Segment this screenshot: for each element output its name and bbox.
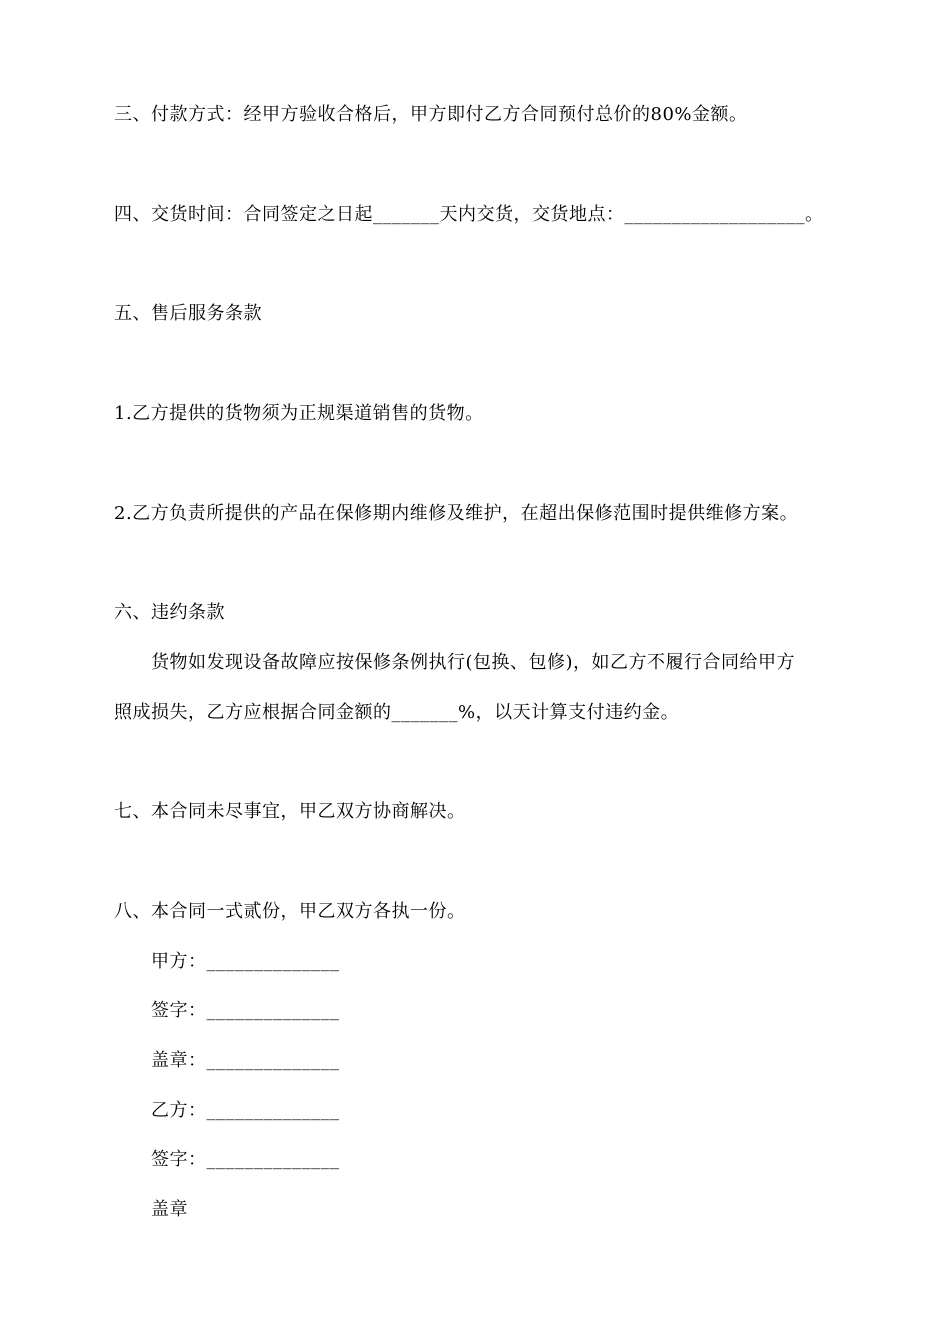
after-sales-title: 五、售后服务条款 (114, 303, 262, 324)
after-sales-item-1: 1.乙方提供的货物须为正规渠道销售的货物。 (114, 403, 484, 424)
clause-7: 七、本合同未尽事宜，甲乙双方协商解决。 (114, 801, 466, 822)
party-b-field: 乙方：______________ (151, 1100, 340, 1121)
party-a-field: 甲方：______________ (151, 951, 340, 972)
clause-payment: 三、付款方式：经甲方验收合格后，甲方即付乙方合同预付总价的80%金额。 (114, 104, 748, 125)
party-b-seal-field: 盖章 (151, 1199, 188, 1220)
clause-delivery: 四、交货时间：合同签定之日起_______天内交货，交货地点：___________________。 (114, 204, 824, 225)
breach-text-line-1: 货物如发现设备故障应按保修条例执行(包换、包修)，如乙方不履行合同给甲方 (151, 652, 796, 673)
clause-8: 八、本合同一式贰份，甲乙双方各执一份。 (114, 901, 466, 922)
party-b-signature-field: 签字：______________ (151, 1149, 340, 1170)
breach-text-line-2: 照成损失，乙方应根据合同金额的_______%，以天计算支付违约金。 (114, 702, 680, 723)
party-a-seal-field: 盖章：______________ (151, 1050, 340, 1071)
after-sales-item-2: 2.乙方负责所提供的产品在保修期内维修及维护，在超出保修范围时提供维修方案。 (114, 503, 799, 524)
party-a-signature-field: 签字：______________ (151, 1000, 340, 1021)
breach-title: 六、违约条款 (114, 602, 225, 623)
